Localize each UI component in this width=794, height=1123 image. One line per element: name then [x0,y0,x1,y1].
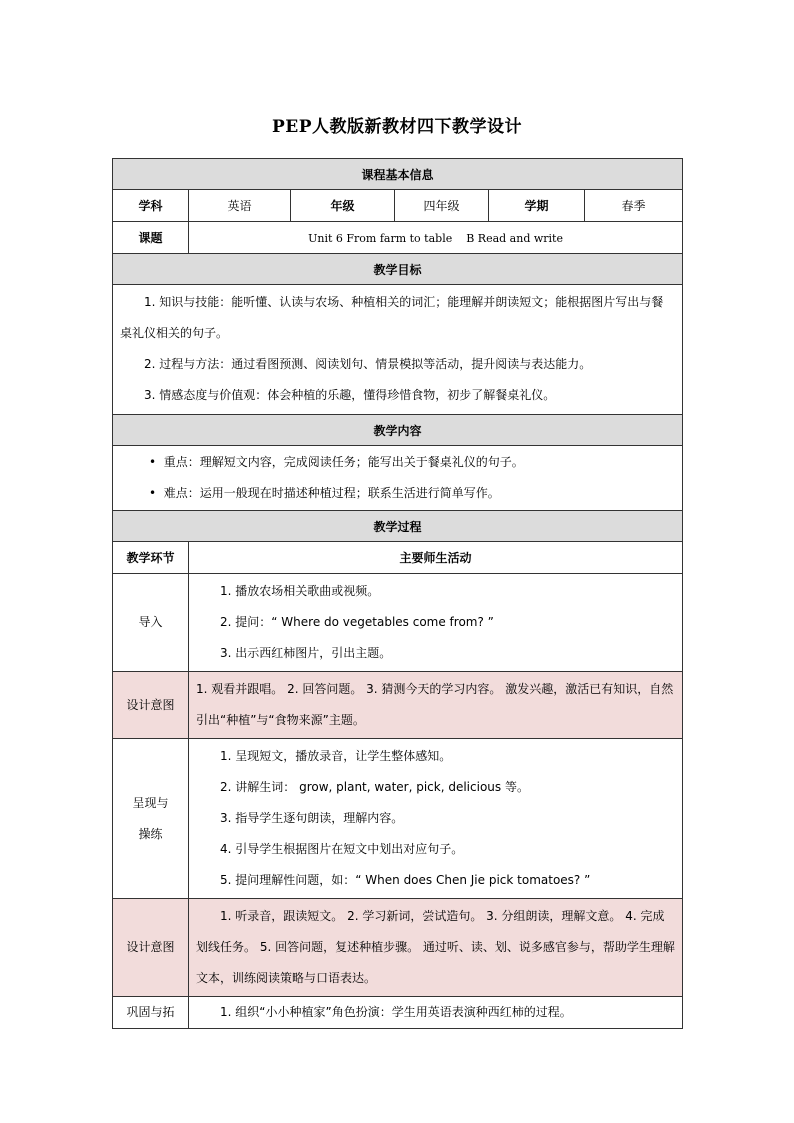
objectives-cell [113,285,683,415]
bullet-icon: • [149,455,164,469]
stage-present-label: 呈现与 操练 [113,739,189,899]
process-col-stage: 教学环节 [113,542,189,574]
term-label: 学期 [489,190,585,222]
lesson-plan-table [112,158,682,1029]
basic-info-header: 课程基本信息 [113,159,683,190]
content-cell [113,446,683,511]
activity-item: 1. 组织“小小种植家”角色扮演：学生用英语表演种西红柿的过程。 [220,1005,572,1019]
page-title: PEP人教版新教材四下教学设计 [271,117,523,137]
activity-item: 5. 提问理解性问题，如：“ When does Chen Jie pick tomatoes? ” [220,873,591,887]
intent2-text: 1. 听录音，跟读短文。 2. 学习新词，尝试造句。 3. 分组朗读，理解文意。 4. 完成划线任务。 5. 回答问题，复述种植步骤。 通过听、读、划、说多感官参与，帮助学生理解文本，训练阅读策略与口语表达。 [189,899,683,997]
grade-label: 年级 [291,190,395,222]
objective-item: 1. 知识与技能：能听懂、认读与农场、种植相关的词汇；能理解并朗读短文；能根据图片写出与餐桌礼仪相关的句子。 [120,295,664,340]
objective-item: 3. 情感态度与价值观：体会种植的乐趣，懂得珍惜食物，初步了解餐桌礼仪。 [144,388,556,402]
intent1-text: 1. 观看并跟唱。 2. 回答问题。 3. 猜测今天的学习内容。 激发兴趣，激活已有知识，自然引出“种植”与“食物来源”主题。 [189,672,683,739]
stage-intro-activities [189,574,683,672]
process-header: 教学过程 [113,511,683,542]
subject-label: 学科 [113,190,189,222]
stage-intro-label: 导入 [113,574,189,672]
activity-item: 4. 引导学生根据图片在短文中划出对应句子。 [220,842,464,856]
activity-item: 3. 指导学生逐句朗读，理解内容。 [220,811,404,825]
objectives-header: 教学目标 [113,254,683,285]
activity-item: 1. 呈现短文，播放录音，让学生整体感知。 [220,749,452,763]
topic-value: Unit 6 From farm to table B Read and write [189,222,683,254]
intent1-label: 设计意图 [113,672,189,739]
bullet-icon: • [149,486,164,500]
activity-item: 2. 提问：“ Where do vegetables come from? ” [220,615,494,629]
activity-item: 2. 讲解生词： grow, plant, water, pick, delicious 等。 [220,780,529,794]
content-item: • 难点：运用一般现在时描述种植过程；联系生活进行简单写作。 [149,486,500,500]
content-header: 教学内容 [113,415,683,446]
intent2-label: 设计意图 [113,899,189,997]
grade-value: 四年级 [395,190,489,222]
process-col-activities: 主要师生活动 [189,542,683,574]
content-item: • 重点：理解短文内容，完成阅读任务；能写出关于餐桌礼仪的句子。 [149,455,524,469]
activity-item: 1. 播放农场相关歌曲或视频。 [220,584,380,598]
activity-item: 3. 出示西红柿图片，引出主题。 [220,646,392,660]
stage-extend-activities [189,997,683,1029]
stage-present-activities [189,739,683,899]
stage-extend-label: 巩固与拓 [113,997,189,1029]
topic-label: 课题 [113,222,189,254]
objective-item: 2. 过程与方法：通过看图预测、阅读划句、情景模拟等活动，提升阅读与表达能力。 [144,357,592,371]
subject-value: 英语 [189,190,291,222]
term-value: 春季 [585,190,683,222]
